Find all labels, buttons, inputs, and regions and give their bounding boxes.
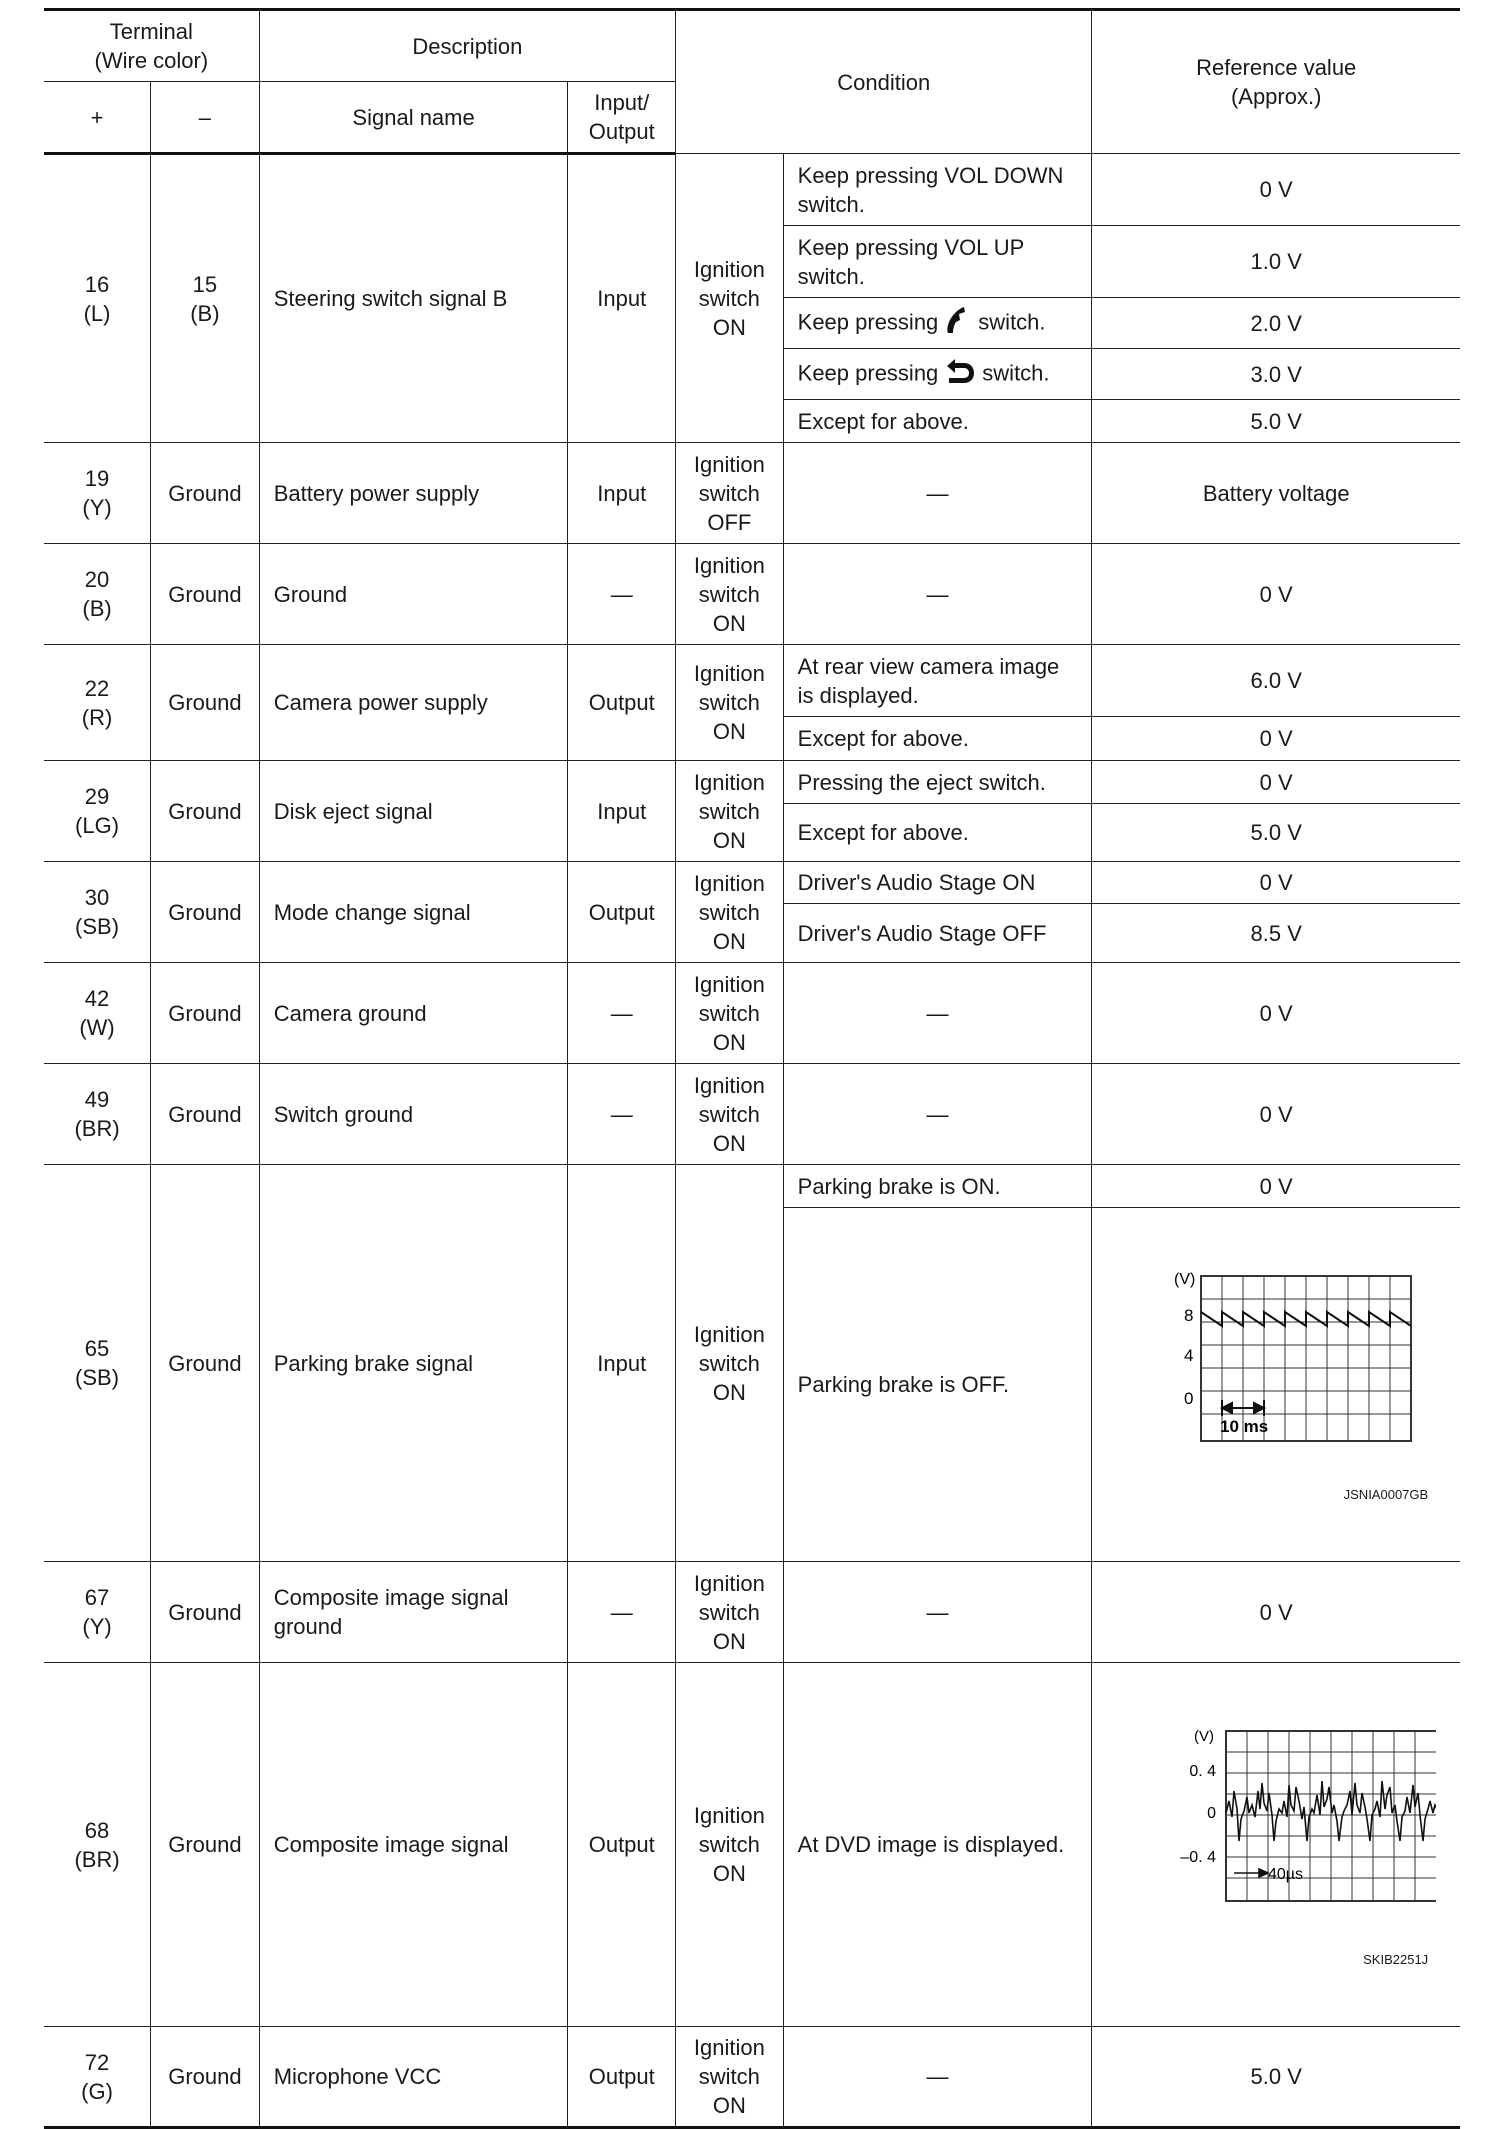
reference-value: Battery voltage [1092, 443, 1460, 544]
y-tick-label: 4 [1184, 1346, 1194, 1365]
condition-text: — [783, 2027, 1092, 2128]
terminal-minus: Ground [151, 761, 260, 862]
phone-icon [944, 305, 972, 342]
terminal-minus: Ground [151, 1663, 260, 2027]
signal-name: Mode change signal [259, 862, 568, 963]
reference-value: 1.0 V [1092, 226, 1460, 298]
condition-text: Driver's Audio Stage OFF [783, 904, 1092, 963]
terminal-plus: 19 (Y) [44, 443, 151, 544]
terminal-spec-table [44, 8, 1460, 2129]
ignition-state: Ignition switch ON [676, 1562, 784, 1663]
ignition-state: Ignition switch ON [676, 645, 784, 761]
ignition-state: Ignition switch ON [676, 1663, 784, 2027]
table-row [44, 1562, 1460, 1663]
condition-text: Parking brake is ON. [783, 1165, 1092, 1208]
condition-text-post: switch. [978, 308, 1046, 334]
terminal-plus: 22 (R) [44, 645, 151, 761]
condition-text: — [783, 544, 1092, 645]
terminal-plus: 16 (L) [44, 154, 151, 443]
table-row [44, 1663, 1460, 2027]
reference-value: 3.0 V [1092, 349, 1460, 400]
input-output: — [568, 1064, 676, 1165]
table-row [44, 963, 1460, 1064]
signal-name: Disk eject signal [259, 761, 568, 862]
reference-value: 5.0 V [1092, 400, 1460, 443]
terminal-plus: 65 (SB) [44, 1165, 151, 1562]
terminal-minus: Ground [151, 645, 260, 761]
waveform-unit: (V) [1174, 1271, 1196, 1288]
signal-name: Composite image signal [259, 1663, 568, 2027]
input-output: — [568, 963, 676, 1064]
reference-value: 0 V [1092, 1562, 1460, 1663]
time-scale-label: 40µs [1268, 1866, 1304, 1883]
condition-text: — [783, 1064, 1092, 1165]
reference-value-header: Reference value (Approx.) [1092, 10, 1460, 154]
sawtooth-trace [1201, 1312, 1411, 1326]
y-tick-label: 0. 4 [1189, 1763, 1217, 1780]
condition-text [783, 349, 1092, 400]
reference-value: 5.0 V [1092, 804, 1460, 862]
terminal-plus: 49 (BR) [44, 1064, 151, 1165]
input-output: Input [568, 761, 676, 862]
condition-text-pre: Keep pressing [797, 359, 939, 385]
reference-value: 2.0 V [1092, 298, 1460, 349]
input-output: Output [568, 645, 676, 761]
table-row [44, 443, 1460, 544]
input-output-header: Input/ Output [568, 82, 676, 154]
terminal-plus: 29 (LG) [44, 761, 151, 862]
terminal-plus: 42 (W) [44, 963, 151, 1064]
condition-text [783, 298, 1092, 349]
signal-name: Parking brake signal [259, 1165, 568, 1562]
ignition-state: Ignition switch ON [676, 544, 784, 645]
input-output: Input [568, 1165, 676, 1562]
reference-value: 0 V [1092, 154, 1460, 226]
condition-text: Keep pressing VOL DOWN switch. [783, 154, 1092, 226]
condition-text: Pressing the eject switch. [783, 761, 1092, 804]
ignition-state: Ignition switch ON [676, 2027, 784, 2128]
y-tick-label: 0 [1207, 1805, 1217, 1822]
condition-text: — [783, 1562, 1092, 1663]
figure-id: JSNIA0007GB [1343, 1487, 1429, 1502]
minus-header: – [151, 82, 260, 154]
table-row [44, 1165, 1460, 1208]
reference-waveform [1092, 1208, 1460, 1562]
table-row [44, 154, 1460, 226]
terminal-plus: 67 (Y) [44, 1562, 151, 1663]
terminal-minus: Ground [151, 862, 260, 963]
input-output: — [568, 544, 676, 645]
parking-brake-waveform [1116, 1237, 1436, 1532]
terminal-plus: 30 (SB) [44, 862, 151, 963]
input-output: Input [568, 154, 676, 443]
table-row [44, 1064, 1460, 1165]
condition-text: Except for above. [783, 400, 1092, 443]
ignition-state: Ignition switch ON [676, 154, 784, 443]
reference-value: 5.0 V [1092, 2027, 1460, 2128]
reference-value: 0 V [1092, 1064, 1460, 1165]
input-output: Output [568, 1663, 676, 2027]
terminal-minus: Ground [151, 544, 260, 645]
ignition-state: Ignition switch OFF [676, 443, 784, 544]
plus-header: + [44, 82, 151, 154]
signal-name: Switch ground [259, 1064, 568, 1165]
terminal-minus: Ground [151, 1064, 260, 1165]
input-output: Input [568, 443, 676, 544]
y-tick-label: 0 [1184, 1389, 1194, 1408]
signal-name: Camera ground [259, 963, 568, 1064]
signal-name: Camera power supply [259, 645, 568, 761]
condition-text: At DVD image is displayed. [783, 1663, 1092, 2027]
signal-name: Steering switch signal B [259, 154, 568, 443]
reference-value: 0 V [1092, 717, 1460, 761]
y-tick-label: 8 [1184, 1306, 1194, 1325]
condition-text: — [783, 963, 1092, 1064]
reference-value: 8.5 V [1092, 904, 1460, 963]
input-output: Output [568, 862, 676, 963]
terminal-minus: Ground [151, 963, 260, 1064]
condition-text: At rear view camera image is displayed. [783, 645, 1092, 717]
composite-video-waveform [1116, 1692, 1436, 1997]
terminal-minus: Ground [151, 1165, 260, 1562]
condition-text: Except for above. [783, 717, 1092, 761]
reference-value: 0 V [1092, 761, 1460, 804]
input-output: Output [568, 2027, 676, 2128]
terminal-plus: 68 (BR) [44, 1663, 151, 2027]
reference-value: 0 V [1092, 862, 1460, 904]
ignition-state: Ignition switch ON [676, 1165, 784, 1562]
table-row [44, 2027, 1460, 2128]
reference-value: 0 V [1092, 544, 1460, 645]
condition-text-pre: Keep pressing [797, 308, 939, 334]
time-scale-label: 10 ms [1220, 1417, 1269, 1436]
condition-header: Condition [676, 10, 1092, 154]
signal-name: Microphone VCC [259, 2027, 568, 2128]
terminal-minus: 15 (B) [151, 154, 260, 443]
terminal-minus: Ground [151, 1562, 260, 1663]
terminal-minus: Ground [151, 2027, 260, 2128]
ignition-state: Ignition switch ON [676, 1064, 784, 1165]
signal-name: Ground [259, 544, 568, 645]
signal-name: Battery power supply [259, 443, 568, 544]
ignition-state: Ignition switch ON [676, 963, 784, 1064]
terminal-header: Terminal (Wire color) [44, 10, 259, 82]
description-header: Description [259, 10, 675, 82]
condition-text: — [783, 443, 1092, 544]
table-row [44, 761, 1460, 804]
input-output: — [568, 1562, 676, 1663]
signal-name: Composite image signal ground [259, 1562, 568, 1663]
condition-text: Driver's Audio Stage ON [783, 862, 1092, 904]
waveform-unit: (V) [1194, 1728, 1215, 1745]
reference-waveform [1092, 1663, 1460, 2027]
ignition-state: Ignition switch ON [676, 761, 784, 862]
reference-value: 6.0 V [1092, 645, 1460, 717]
condition-text: Except for above. [783, 804, 1092, 862]
reference-value: 0 V [1092, 963, 1460, 1064]
ignition-state: Ignition switch ON [676, 862, 784, 963]
time-scale-marker [1234, 1869, 1268, 1877]
terminal-plus: 20 (B) [44, 544, 151, 645]
y-tick-label: –0. 4 [1180, 1849, 1217, 1866]
condition-text: Parking brake is OFF. [783, 1208, 1092, 1562]
figure-id: SKIB2251J [1363, 1952, 1429, 1967]
table-row [44, 862, 1460, 904]
condition-text-post: switch. [982, 359, 1050, 385]
table-row [44, 544, 1460, 645]
table-row [44, 645, 1460, 717]
waveform-grid [1226, 1731, 1436, 1901]
condition-text: Keep pressing VOL UP switch. [783, 226, 1092, 298]
terminal-minus: Ground [151, 443, 260, 544]
back-arrow-icon [944, 358, 976, 391]
terminal-plus: 72 (G) [44, 2027, 151, 2128]
signal-name-header: Signal name [259, 82, 568, 154]
reference-value: 0 V [1092, 1165, 1460, 1208]
